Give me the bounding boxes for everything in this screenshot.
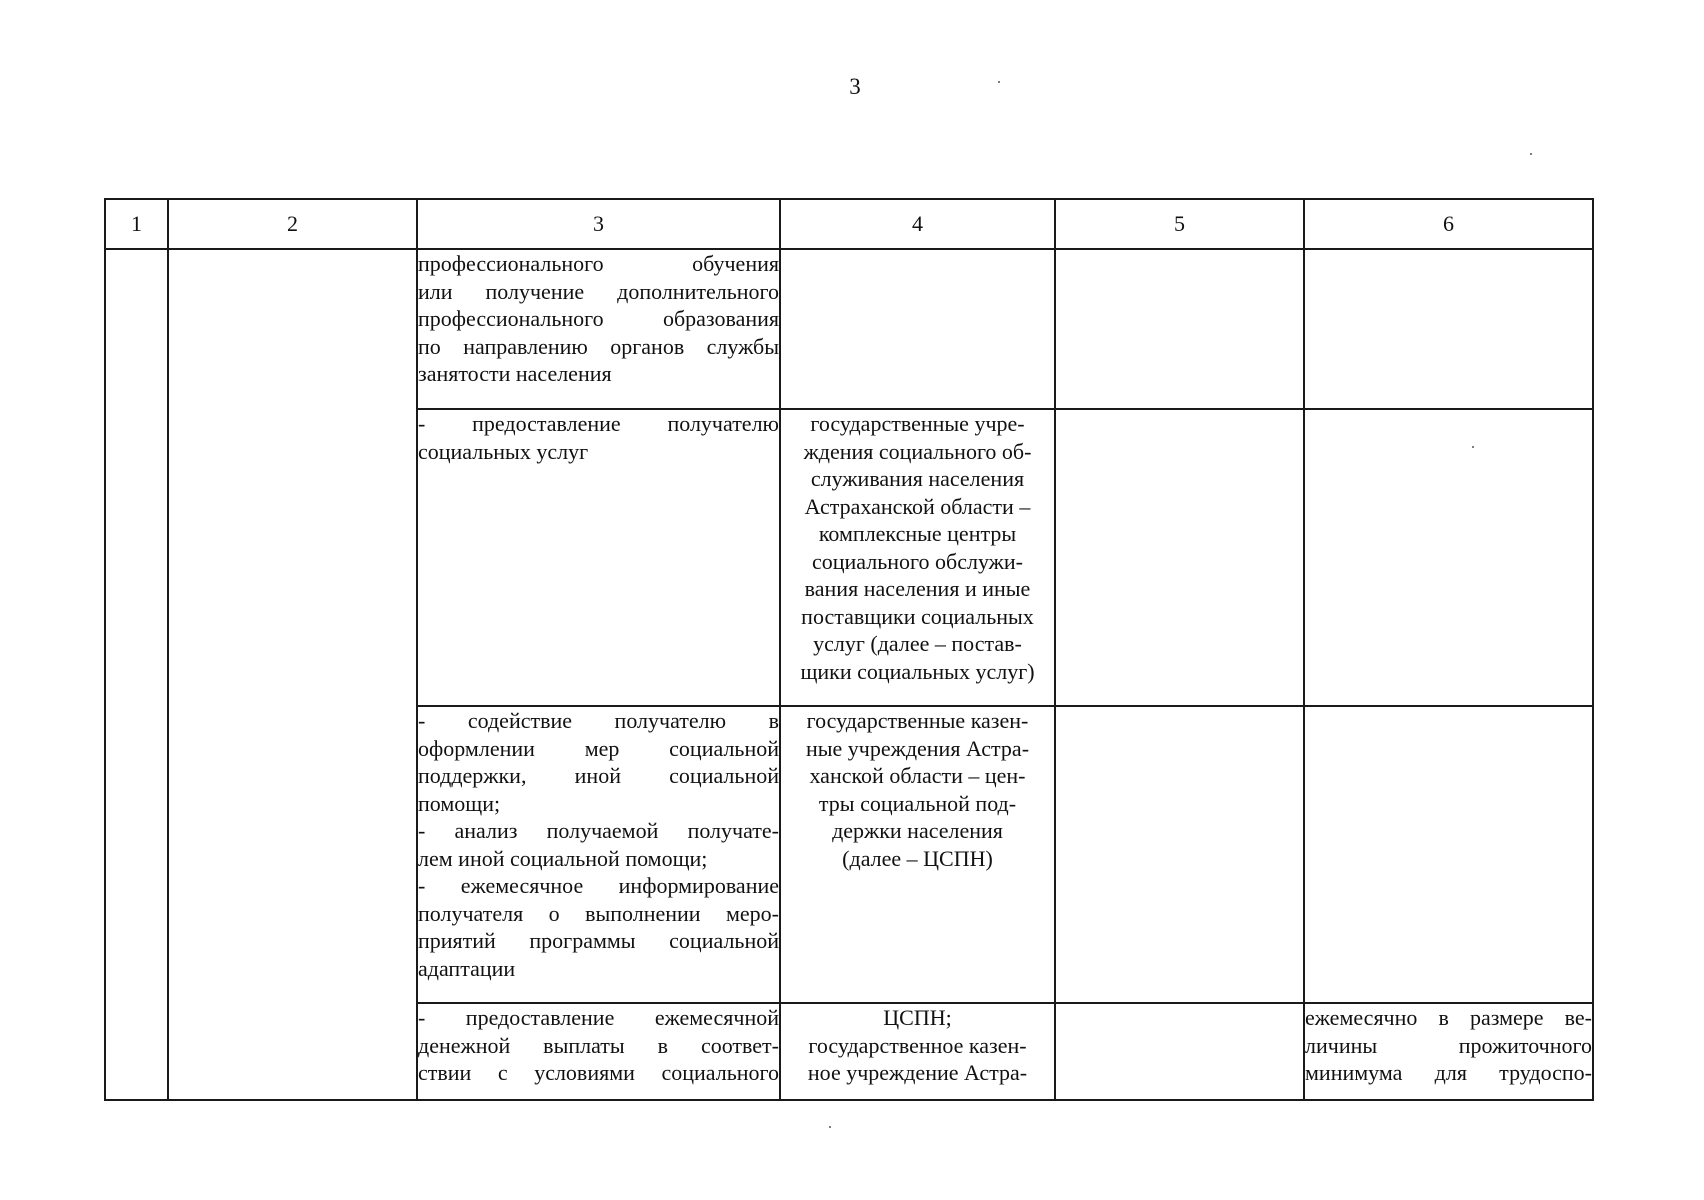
text-line: по направлению органов службы [418,333,779,359]
cell-col6 [1304,706,1593,1003]
cell-col1-merged [105,249,168,1100]
text-line: Астраханской области – [804,493,1031,519]
text-line: вания населения и иные [804,576,1031,601]
table-row [105,249,1593,409]
text-line: служивания населения [810,466,1025,491]
text-line: помощи; [418,790,501,816]
text-line: денежной выплаты в соответ- [418,1032,779,1058]
cell-col3 [417,1003,780,1100]
cell-col3 [417,409,780,706]
text-line: держки населения [832,818,1003,843]
cell-col6 [1304,409,1593,706]
text-line: получателя о выполнении меро- [418,900,779,926]
text-line: оформлении мер социальной [418,735,779,761]
scan-speck [998,81,1000,83]
program-table [104,198,1594,1101]
cell-col4 [780,249,1055,409]
column-header-2: 2 [168,199,417,249]
text-line: минимума для трудоспо- [1305,1060,1592,1085]
text-line: занятости населения [418,361,612,386]
text-line: - ежемесячное информирование [418,873,779,898]
cell-col2-merged [168,249,417,1100]
cell-col5 [1055,249,1304,409]
header-row [105,199,1593,249]
column-header-4: 4 [780,199,1055,249]
text-line: ежемесячно в размере ве- [1305,1005,1592,1030]
cell-col5 [1055,409,1304,706]
text-line: - анализ получаемой получате- [418,818,779,843]
text-line: поддержки, иной социальной [418,763,779,788]
column-header-3: 3 [417,199,780,249]
cell-col4 [780,1003,1055,1100]
scan-speck [829,1126,831,1128]
text-line: государственное казен- [808,1032,1027,1058]
text-line: тры социальной под- [818,790,1017,816]
text-line: государственные учре- [810,411,1025,436]
text-line: лем иной социальной помощи; [418,845,708,871]
cell-col5 [1055,1003,1304,1100]
text-line: социального обслужи- [812,548,1023,574]
text-line: адаптации [418,955,516,981]
column-header-1: 1 [105,199,168,249]
text-line: услуг (далее – постав- [813,631,1022,656]
text-line: государственные казен- [806,708,1029,733]
cell-col6 [1304,249,1593,409]
text-line: ЦСПН; [883,1005,952,1030]
text-line: - предоставление ежемесячной [418,1005,779,1030]
text-line: поставщики социальных [801,603,1034,629]
text-line: или получение дополнительного [418,278,779,304]
text-line: ные учреждения Астра- [805,735,1030,761]
text-line: профессионального обучения [418,251,779,276]
cell-col3 [417,706,780,1003]
text-line: ждения социального об- [803,438,1032,464]
text-line: (далее – ЦСПН) [842,845,993,871]
text-line: социальных услуг [418,438,589,464]
text-line: ствии с условиями социального [418,1060,779,1085]
text-line: приятий программы социальной [418,928,779,953]
text-line: ное учреждение Астра- [807,1060,1028,1085]
cell-col6 [1304,1003,1593,1100]
text-line: комплексные центры [818,521,1017,546]
text-line: ханской области – цен- [809,763,1026,788]
text-line: - предоставление получателю [418,411,779,436]
cell-col4 [780,409,1055,706]
text-line: щики социальных услуг) [800,658,1035,684]
text-line: профессионального образования [418,306,779,331]
column-header-5: 5 [1055,199,1304,249]
cell-col4 [780,706,1055,1003]
column-header-6: 6 [1304,199,1593,249]
scan-speck [1472,446,1474,448]
scan-speck [1530,153,1532,155]
text-line: - содействие получателю в [418,708,779,733]
cell-col5 [1055,706,1304,1003]
text-line: личины прожиточного [1305,1032,1592,1058]
cell-col3 [417,249,780,409]
page-number: 3 [849,74,861,99]
